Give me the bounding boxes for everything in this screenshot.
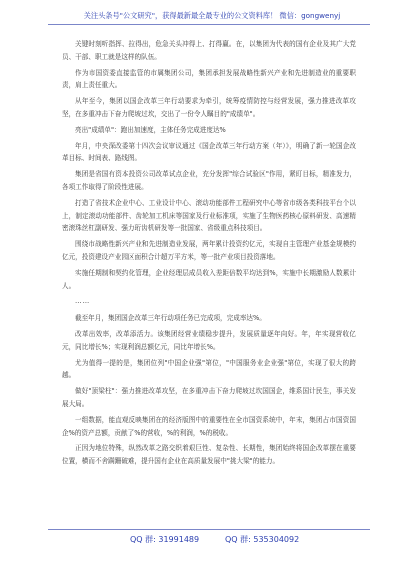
- paragraph-9: 实施任期制和契约化管理，企业经理层成员收入差距倍数平均达到%，实施中长期激励人数累计人。: [62, 268, 356, 290]
- paragraph-6: 集团是省国有资本投资公司改革试点企业，充分发挥"综合试验区"作用，紧盯目标，精准发力，各项工作取得了阶段性进展。: [62, 170, 356, 191]
- header-banner: 关注头条号"公文研究"，获得最新最全最专业的公文资料库！ 微信：gongwenyj: [83, 11, 341, 20]
- paragraph-3: 从年至今，集团以国企改革三年行动要求为牵引，统筹疫情防控与经营发展，强力推进改革攻坚，在多重冲击下奋力爬坡过坎，交出了一份令人瞩目的"成绩单"。: [62, 97, 356, 118]
- ellipsis-line: ……: [75, 297, 91, 306]
- paragraph-12: 尤为值得一提的是，集团位列"中国企业强"第位，"中国服务业企业强"第位，实现了很大的跨越。: [62, 358, 356, 380]
- header-divider: [48, 24, 370, 25]
- footer-divider: [48, 529, 370, 530]
- paragraph-11: 改革出效率，改革添活力。该集团经营业绩稳步提升，发展质量逐年向好。年，年实现营收亿元，同比增长%；实现利润总额亿元，同比年增长%。: [62, 329, 356, 351]
- paragraph-10: 截至年月，集团国企改革三年行动项任务已完成项，完成率达%。: [75, 314, 266, 323]
- footer: [0, 533, 408, 547]
- paragraph-15: 正因为地位特殊，纵然改革之路交织着艰巨性、复杂性、长期性，集团始终将国企改革摆在重要位置，横而不舍蹒跚破难，提升国有企业在高质量发展中"挑大梁"的能力。: [62, 444, 356, 466]
- document-body: [62, 38, 356, 471]
- paragraph-13: 做好"顶梁柱"：强力推进改革攻坚，在多重冲击下奋力爬坡过坎国国企，维系国计民生，事关发展大局。: [62, 387, 356, 408]
- paragraph-2: 作为市国资委直接监管的市属集团公司，集团承担发展战略性新兴产业和先进制造业的重要职责，肩上责任重大。: [62, 68, 356, 90]
- paragraph-14: 一组数据，能直观反映集团在的经济版图中的重要性在全市国资系统中，年末，集团占市国资国企%的资产总额，贡献了%的营收，%的利润，%的税收。: [62, 415, 356, 437]
- paragraph-4: 亮出"成绩单"：跑出加速度，主体任务完成进度达%: [75, 125, 226, 134]
- paragraph-7: 打造了省技术企业中心、工业设计中心、滚动功能部件工程研究中心等省市级各类科技平台个以上，制定滚动功能部件、齿轮加工机床等国家及行业标准项，实施了生物医药核心原料研发、高速精密滚珠丝杠副研发、强力珩齿机研发等一批国家、省级重点科技项目。: [62, 198, 356, 233]
- paragraph-1: 关键时刻听指挥、拉得出，危急关头冲得上、打得赢。在，以集团为代表的国有企业及其广大党员、干部、职工就是这样的队伍。: [62, 40, 356, 61]
- paragraph-5: 年月，中央深改委第十四次会议审议通过《国企改革三年行动方案（年）》，明确了新一轮国企改革目标、时间表、路线图。: [62, 141, 356, 163]
- footer-qq-group-left: QQ 群: 31991489: [130, 535, 200, 544]
- paragraph-8: 围绕市战略性新兴产业和先进制造业发展，两年累计投资约亿元，实现自主管理产业基金规模约亿元，投资建设产业园区面积合计超万平方米，等一批产业项目投资落地。: [62, 240, 356, 261]
- footer-qq-group-right: QQ 群: 535304092: [225, 535, 300, 544]
